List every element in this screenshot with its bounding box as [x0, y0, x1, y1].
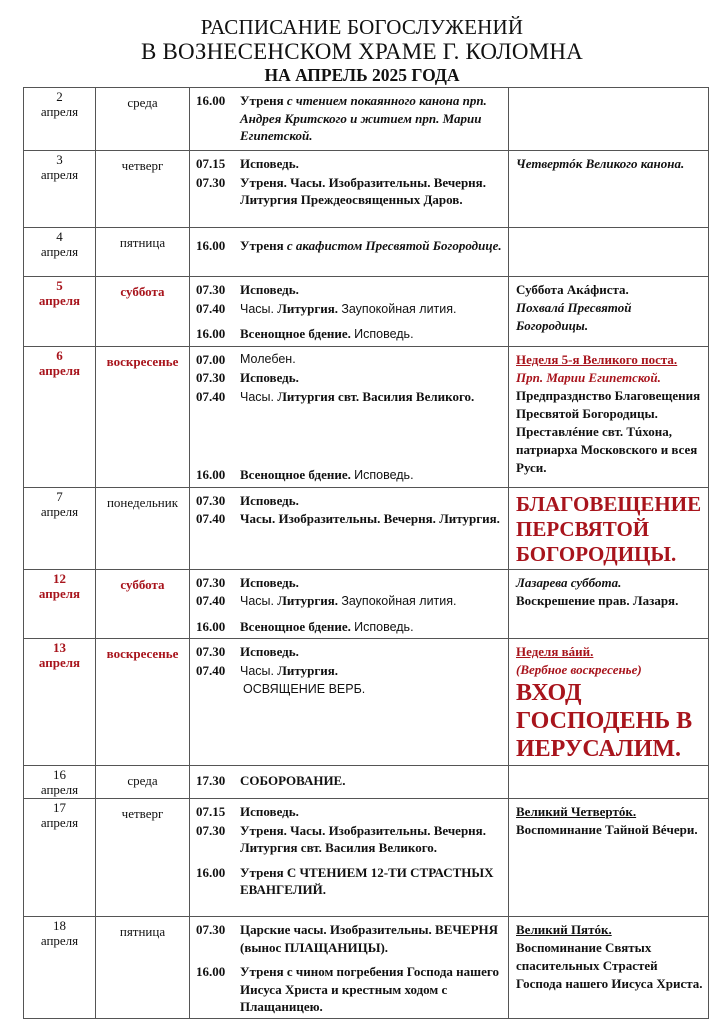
service-title: Всенощное бдение. — [240, 618, 351, 634]
date-cell — [24, 346, 96, 487]
month-name: апреля — [40, 815, 79, 830]
service-item — [196, 662, 504, 699]
notes-cell — [509, 151, 709, 228]
weekday: воскресенье — [96, 346, 190, 487]
service-item — [196, 592, 504, 611]
service-item — [196, 237, 504, 255]
schedule-row — [24, 799, 709, 917]
weekday: воскресенье — [96, 639, 190, 766]
service-time: 07.30 — [196, 282, 226, 297]
service-time: 16.00 — [196, 93, 226, 108]
month-name: апреля — [38, 293, 81, 308]
services-cell — [190, 88, 509, 151]
service-pre: Часы. — [240, 301, 274, 316]
service-post: Исповедь. — [354, 619, 414, 634]
title-line-2: В ВОЗНЕСЕНСКОМ ХРАМЕ Г. КОЛОМНА — [141, 39, 583, 64]
service-item — [196, 174, 504, 209]
day-number: 2 — [56, 89, 63, 104]
day-number: 3 — [56, 152, 63, 167]
service-time: 07.15 — [196, 804, 226, 819]
date-cell — [24, 88, 96, 151]
notes-cell — [509, 487, 709, 569]
service-title: Утреня — [240, 238, 284, 253]
schedule-row — [24, 151, 709, 228]
service-item — [196, 772, 504, 790]
feast-title: БЛАГОВЕЩЕНИЕ ПЕРСВЯТОЙ БОГОРОДИЦЫ. — [516, 491, 702, 566]
service-item — [196, 510, 504, 528]
notes-cell — [509, 346, 709, 487]
title-line-1: РАСПИСАНИЕ БОГОСЛУЖЕНИЙ — [200, 15, 524, 39]
date-cell — [24, 277, 96, 347]
day-number: 5 — [56, 278, 63, 293]
service-pre: Часы. — [240, 594, 274, 608]
day-number: 4 — [56, 229, 63, 244]
service-title: Утреня — [240, 93, 284, 108]
service-time: 17.30 — [196, 773, 226, 788]
schedule-row — [24, 228, 709, 277]
day-number: 6 — [56, 347, 63, 363]
service-title: Утреня. Часы. Изобразительны. Вечерня. Литургия Преждеосвященных Даров. — [240, 174, 486, 207]
schedule-row — [24, 277, 709, 347]
service-item — [196, 963, 504, 1016]
month-name: апреля — [40, 933, 79, 948]
service-title: Утреня С ЧТЕНИЕМ 12-ТИ СТРАСТНЫХ ЕВАНГЕЛИЙ. — [240, 864, 494, 897]
service-time: 07.30 — [196, 370, 226, 385]
service-time: 07.30 — [196, 644, 226, 659]
notes-cell — [509, 228, 709, 277]
services-cell — [190, 151, 509, 228]
service-title: СОБОРОВАНИЕ. — [240, 773, 346, 788]
service-time: 07.40 — [196, 662, 226, 678]
service-item — [196, 921, 504, 956]
service-time: 16.00 — [196, 618, 226, 634]
feast-note: (Вербное воскресенье) — [516, 662, 642, 677]
services-cell — [190, 639, 509, 766]
service-time: 07.40 — [196, 593, 226, 608]
schedule-row — [24, 639, 709, 766]
feast-note: Лазарева суббота. — [516, 574, 622, 590]
services-cell — [190, 569, 509, 639]
month-name: апреля — [40, 167, 79, 182]
service-time: 07.15 — [196, 156, 226, 171]
service-title: Литургия. — [277, 662, 339, 678]
weekday: среда — [96, 766, 190, 799]
schedule-row — [24, 88, 709, 151]
notes-cell — [509, 917, 709, 1019]
notes-cell — [509, 639, 709, 766]
date-cell — [24, 151, 96, 228]
feast-note: Преставлéние свт. Тúхона, патриарха Московского и всея Руси. — [516, 423, 698, 475]
service-time: 07.40 — [196, 511, 226, 526]
service-item — [196, 574, 504, 592]
service-item — [196, 281, 504, 299]
feast-note: Предпразднство Благовещения Пресвятой Богородицы. — [516, 387, 701, 421]
schedule-row — [24, 346, 709, 487]
weekday: четверг — [96, 799, 190, 917]
service-title: Исповедь. — [240, 574, 299, 590]
service-post: Исповедь. — [354, 468, 414, 482]
service-item — [196, 369, 504, 387]
service-time: 07.40 — [196, 388, 226, 404]
month-name: апреля — [40, 503, 79, 519]
service-item — [196, 300, 504, 319]
service-title: Исповедь. — [240, 492, 299, 508]
title-month: НА АПРЕЛЬ 2025 ГОДА — [264, 65, 460, 85]
month-name: апреля — [40, 244, 79, 259]
day-number: 12 — [53, 570, 66, 586]
notes-cell — [509, 277, 709, 347]
service-item — [196, 325, 504, 344]
feast-note: Великий Четвертóк. — [516, 804, 637, 819]
service-item — [196, 92, 504, 145]
date-cell — [24, 639, 96, 766]
day-number: 16 — [53, 767, 66, 782]
date-cell — [24, 228, 96, 277]
day-number: 13 — [53, 640, 66, 655]
month-name: апреля — [38, 585, 81, 601]
service-time: 07.30 — [196, 574, 226, 590]
service-time: 16.00 — [196, 326, 226, 341]
service-time: 16.00 — [196, 467, 226, 482]
services-cell — [190, 346, 509, 487]
day-number: 18 — [53, 918, 66, 933]
day-number: 17 — [53, 800, 66, 815]
service-title: Исповедь. — [240, 804, 299, 819]
notes-cell — [509, 766, 709, 799]
service-post: Исповедь. — [354, 327, 414, 341]
service-time: 07.30 — [196, 822, 226, 838]
service-title: Литургия. — [277, 300, 339, 316]
date-cell — [24, 799, 96, 917]
service-time: 07.00 — [196, 351, 226, 367]
notes-cell — [509, 799, 709, 917]
service-detail: с чтением покаянного канона прп. Андрея Критского и житием прп. Марии Египетской. — [240, 93, 487, 143]
service-time: 07.30 — [196, 922, 226, 937]
service-pre: Молебен. — [240, 351, 296, 366]
service-detail: с акафистом Пресвятой Богородице. — [286, 238, 502, 253]
service-item — [196, 466, 504, 485]
service-item — [196, 822, 504, 857]
month-name: апреля — [40, 782, 79, 797]
date-cell — [24, 569, 96, 639]
feast-note: Неделя вáий. — [516, 644, 594, 659]
services-cell — [190, 799, 509, 917]
weekday: понедельник — [96, 487, 190, 569]
month-name: апреля — [38, 362, 81, 378]
service-item — [196, 492, 504, 510]
service-item — [196, 388, 504, 407]
services-cell — [190, 277, 509, 347]
schedule-row — [24, 766, 709, 799]
feast-note: Неделя 5-я Великого поста. — [516, 351, 678, 367]
service-title: Исповедь. — [240, 644, 299, 659]
service-item — [196, 155, 504, 173]
feast-note: Суббота Акáфиста. — [516, 282, 629, 297]
service-title: Литургия. — [277, 593, 339, 608]
weekday: суббота — [96, 277, 190, 347]
service-line2: ОСВЯЩЕНИЕ ВЕРБ. — [243, 682, 366, 696]
feast-note: Четвертóк Великого канона. — [516, 156, 685, 171]
month-name: апреля — [38, 655, 81, 670]
weekday: среда — [96, 88, 190, 151]
service-pre: Часы. — [240, 663, 274, 678]
service-time: 07.40 — [196, 300, 226, 316]
service-title: Часы. Изобразительны. Вечерня. Литургия. — [240, 511, 500, 526]
schedule-row — [24, 487, 709, 569]
day-number: 7 — [56, 488, 63, 504]
notes-cell — [509, 569, 709, 639]
weekday: суббота — [96, 569, 190, 639]
date-cell — [24, 487, 96, 569]
service-item — [196, 803, 504, 821]
weekday: пятница — [96, 917, 190, 1019]
services-cell — [190, 487, 509, 569]
service-item — [196, 864, 504, 899]
service-post: Заупокойная лития. — [341, 594, 457, 608]
schedule-row — [24, 569, 709, 639]
schedule-table — [23, 87, 709, 1019]
feast-note: Великий Пятóк. — [516, 922, 612, 937]
notes-cell — [509, 88, 709, 151]
service-post: Заупокойная лития. — [341, 301, 457, 316]
service-title: Утреня. Часы. Изобразительны. Вечерня. Литургия свт. Василия Великого. — [240, 822, 486, 855]
service-title: Исповедь. — [240, 282, 299, 297]
service-title: Исповедь. — [240, 370, 299, 385]
feast-title: ВХОД ГОСПОДЕНЬ В ИЕРУСАЛИМ. — [516, 680, 693, 762]
service-title: Утреня с чином погребения Господа нашего Иисуса Христа и крестным ходом с Плащаницею. — [240, 964, 499, 1014]
feast-note: Воспоминание Тайной Вéчери. — [516, 822, 698, 837]
service-item — [196, 643, 504, 661]
date-cell — [24, 766, 96, 799]
service-title: Исповедь. — [240, 156, 299, 171]
weekday: четверг — [96, 151, 190, 228]
feast-note: Воскрешение прав. Лазаря. — [516, 592, 679, 608]
month-name: апреля — [40, 104, 79, 119]
services-cell — [190, 917, 509, 1019]
service-time: 16.00 — [196, 238, 226, 253]
service-title: Царские часы. Изобразительны. ВЕЧЕРНЯ (вынос ПЛАЩАНИЦЫ). — [240, 922, 499, 955]
service-pre: Часы. — [240, 389, 274, 404]
feast-note: Воспоминание Святых спасительных Страстей Господа нашего Иисуса Христа. — [516, 940, 703, 991]
date-cell — [24, 917, 96, 1019]
service-title: Всенощное бдение. — [240, 326, 351, 341]
service-time: 07.30 — [196, 174, 226, 190]
service-title: Литургия свт. Василия Великого. — [277, 388, 475, 404]
service-time: 16.00 — [196, 864, 226, 880]
service-title: Всенощное бдение. — [240, 467, 351, 482]
service-item — [196, 351, 504, 369]
service-time: 07.30 — [196, 492, 226, 508]
feast-note: Похвалá Пресвятой Богородицы. — [516, 300, 632, 333]
services-cell — [190, 766, 509, 799]
service-item — [196, 618, 504, 637]
weekday: пятница — [96, 228, 190, 277]
services-cell — [190, 228, 509, 277]
schedule-row — [24, 917, 709, 1019]
service-time: 16.00 — [196, 964, 226, 979]
feast-note: Прп. Марии Египетской. — [516, 369, 661, 385]
